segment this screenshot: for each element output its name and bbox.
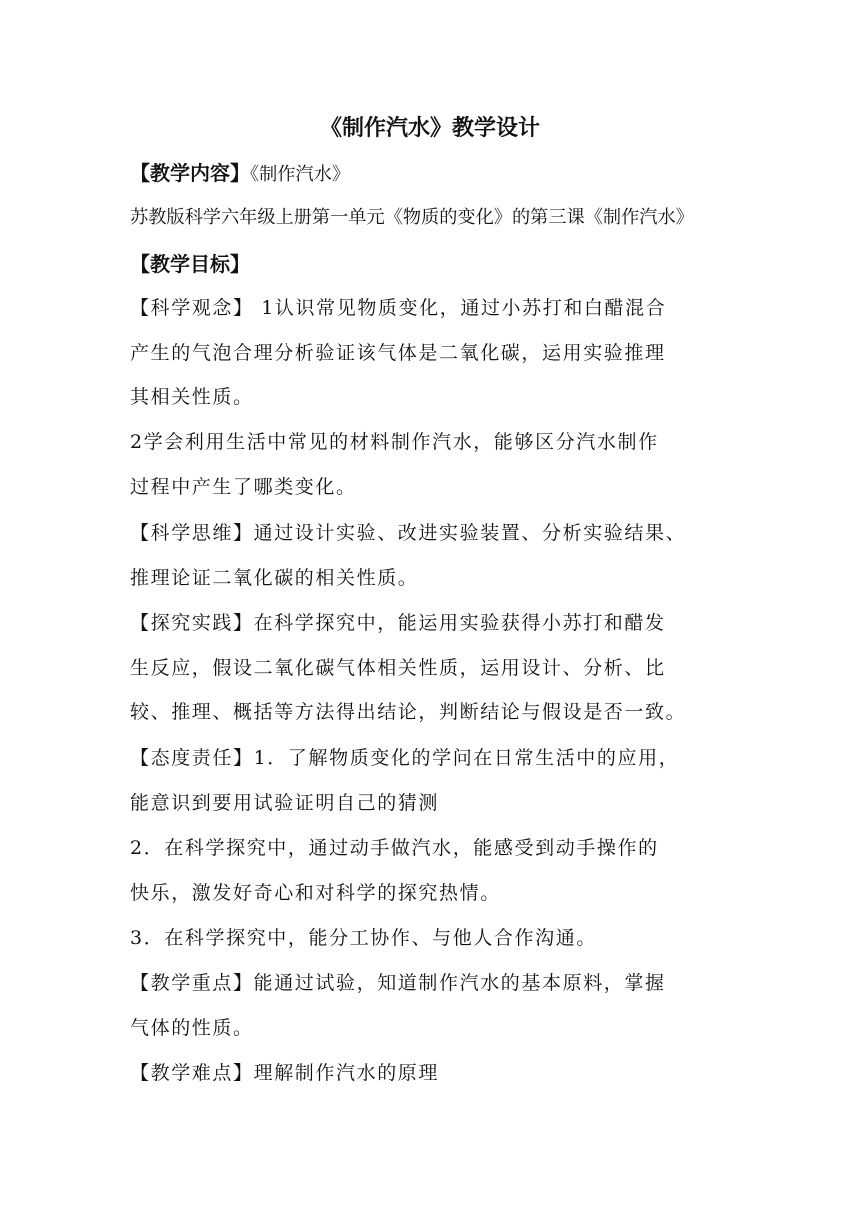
body-line-8: 【探究实践】在科学探究中，能运用实验获得小苏打和醋发 (130, 612, 666, 634)
document-title: 《制作汽水》教学设计 (319, 116, 540, 141)
body-line-15: 3．在科学探究中，能分工协作、与他人合作沟通。 (130, 927, 597, 949)
body-line-6: 【科学思维】通过设计实验、改进实验装置、分析实验结果、 (130, 522, 687, 544)
body-line-18: 【教学难点】理解制作汽水的原理 (130, 1062, 440, 1084)
body-line-16: 【教学重点】能通过试验，知道制作汽水的基本原料，掌握 (130, 972, 666, 994)
body-line-4: 2学会利用生活中常见的材料制作汽水，能够区分汽水制作 (130, 431, 659, 453)
body-line-10: 较、推理、概括等方法得出结论，判断结论与假设是否一致。 (130, 701, 687, 723)
body-line-9: 生反应，假设二氧化碳气体相关性质，运用设计、分析、比 (130, 657, 666, 679)
teaching-content-line (130, 158, 730, 190)
body-line-17: 气体的性质。 (130, 1017, 254, 1039)
body-line-3: 其相关性质。 (130, 386, 254, 408)
body-line-7: 推理论证二氧化碳的相关性质。 (130, 567, 419, 589)
body-line-5: 过程中产生了哪类变化。 (130, 476, 357, 498)
objectives-heading: 【教学目标】 (130, 252, 250, 276)
teaching-content-value: 《制作汽水》 (250, 164, 351, 185)
body-line-1: 【科学观念】 1认识常见物质变化，通过小苏打和白醋混合 (130, 297, 667, 319)
body-line-11: 【态度责任】1．了解物质变化的学问在日常生活中的应用， (130, 747, 680, 769)
source-line: 苏教版科学六年级上册第一单元《物质的变化》的第三课《制作汽水》 (130, 207, 694, 228)
body-line-14: 快乐，激发好奇心和对科学的探究热情。 (130, 882, 501, 904)
body-line-2: 产生的气泡合理分析验证该气体是二氧化碳，运用实验推理 (130, 342, 666, 364)
teaching-content-heading: 【教学内容】 (130, 161, 250, 185)
body-line-13: 2．在科学探究中，通过动手做汽水，能感受到动手操作的 (130, 837, 659, 859)
body-line-12: 能意识到要用试验证明自己的猜测 (130, 792, 440, 814)
